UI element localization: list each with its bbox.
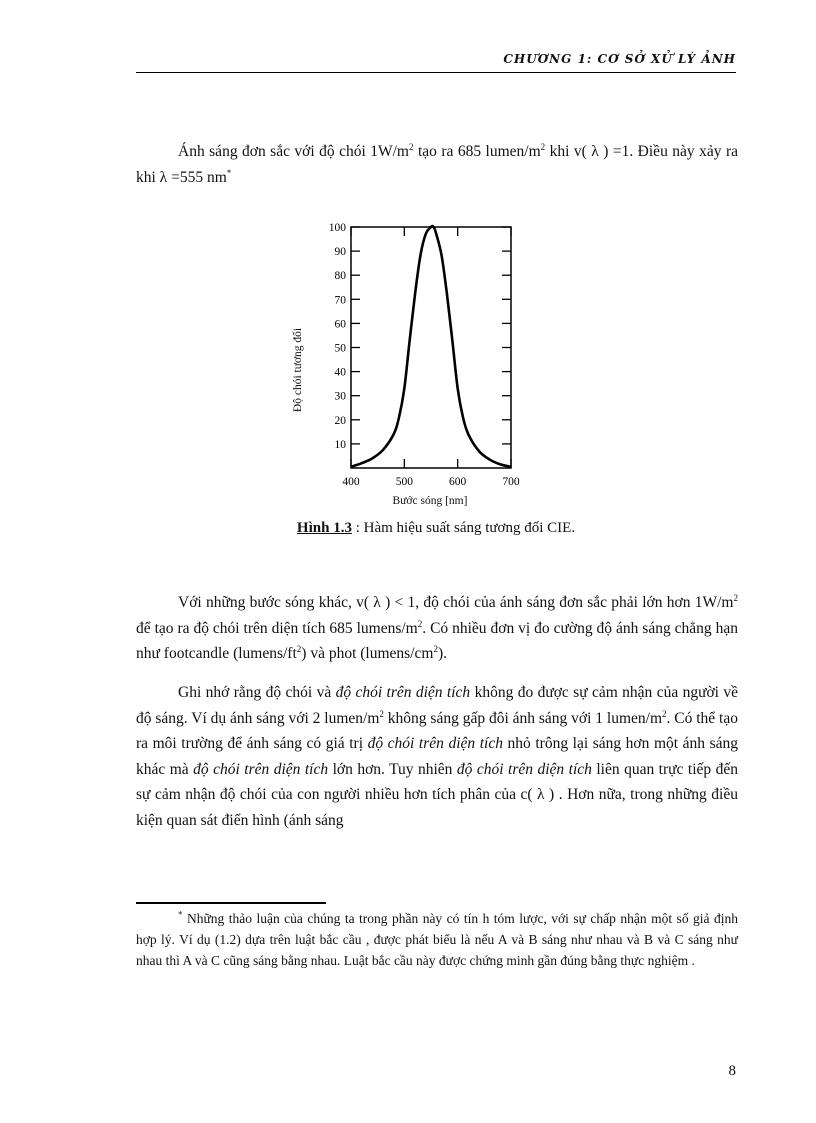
page-number: 8: [728, 1063, 736, 1079]
paragraph-2: Với những bước sóng khác, v( λ ) < 1, độ chói của ánh sáng đơn sắc phải lớn hơn $1W/m^2$ để tạo ra độ chói trên diện tích 685 lumens/$m^2$. Có nhiều đơn vị đo cường độ ánh sáng chẳng hạn như footcandle $(lumens/ft^2)$ và phot $(lumens/cm^2)$.: [136, 592, 738, 662]
y-tick-label: 10: [334, 438, 346, 451]
x-tick-label: 600: [449, 476, 467, 488]
paragraph-3: Ghi nhớ rằng độ chói và độ chói trên diện tích không đo được sự cảm nhận của người về độ sáng. Ví dụ ánh sáng với 2 lumen/$m^2$ không sáng gấp đôi ánh sáng với 1 lumen/$m^2$. Có thể tạo ra môi trường để ánh sáng có giá trị độ chói trên diện tích nhỏ trông lại sáng hơn một ánh sáng khác mà độ chói trên diện tích lớn hơn. Tuy nhiên độ chói trên diện tích liên quan trực tiếp đến sự cảm nhận độ chói của con người nhiều hơn tích phân của c( λ ) . Hơn nữa, trong những điều kiện quan sát điển hình (ánh sáng: [136, 684, 738, 829]
figure-caption: [136, 520, 736, 537]
y-tick-label: 60: [334, 318, 346, 331]
figure-chart: [296, 215, 536, 515]
x-tick-label: 500: [395, 476, 413, 488]
series-line: [351, 226, 511, 467]
y-tick-label: 90: [334, 246, 346, 259]
x-axis-label: Bước sóng [nm]: [392, 495, 468, 507]
y-tick-label: 80: [334, 270, 346, 283]
y-axis-label: Độ chói tương đối: [292, 327, 304, 413]
caption-text: : Hàm hiệu suất sáng tương đối CIE.: [351, 520, 576, 536]
y-tick-label: 30: [334, 390, 346, 403]
plot-frame: [351, 227, 511, 468]
x-tick-label: 400: [342, 476, 360, 488]
paragraph-1: Ánh sáng đơn sắc với độ chói $1W/m^2$ tạo ra 685 lumen/$m^2$ khi v( λ ) =1. Điều này xảy ra khi λ =555 nm*: [136, 141, 738, 186]
running-header: CHƯƠNG 1: CƠ SỞ XỬ LÝ ẢNH: [503, 52, 736, 66]
caption-label: Hình 1.3: [296, 520, 352, 536]
footnote: * Những thảo luận của chúng ta trong phần này có tín h tóm lược, với sự chấp nhận một số giả định hợp lý. Ví dụ (1.2) dựa trên luật bắc cầu , được phát biểu là nếu A và B sáng như nhau và B và C sáng như nhau thì A và C cũng sáng bằng nhau. Luật bắc cầu này được chứng minh gần đúng bằng thực nghiệm .: [136, 909, 738, 968]
y-tick-label: 50: [334, 342, 346, 355]
y-tick-label: 40: [334, 366, 346, 379]
luminosity-chart: [296, 215, 536, 515]
x-tick-label: 700: [502, 476, 520, 488]
y-tick-label: 70: [334, 294, 346, 307]
y-tick-label: 20: [334, 414, 346, 427]
header-rule: [136, 72, 736, 73]
footnote-rule: [136, 902, 326, 904]
y-tick-label: 100: [328, 222, 346, 234]
